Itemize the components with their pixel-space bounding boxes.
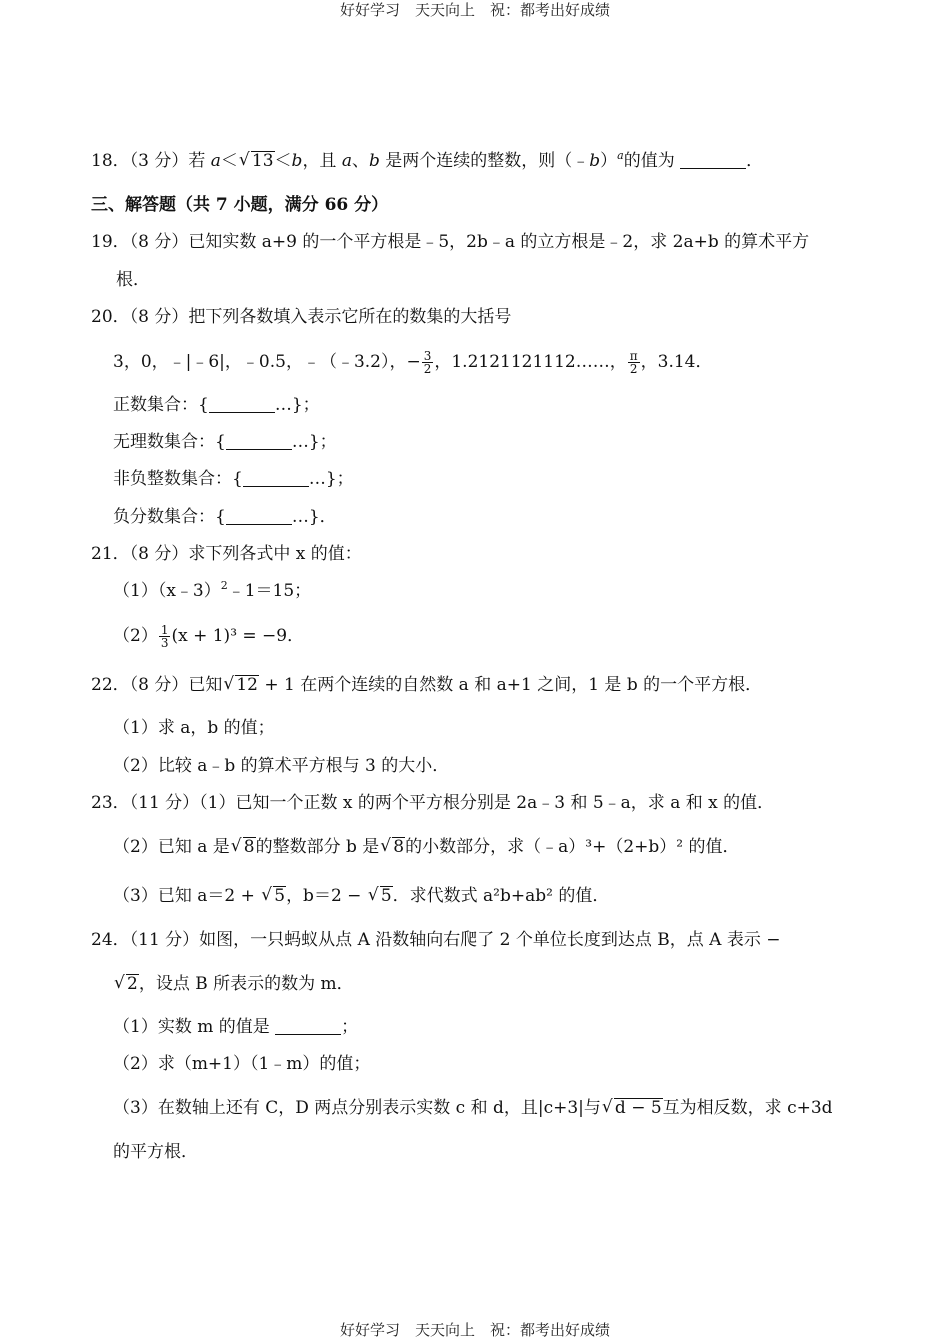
q21-p2-tail: (x + 1)³ = −9． bbox=[171, 626, 305, 646]
q23-part3 bbox=[113, 885, 609, 907]
q22-part2: （2）比较 a﹣b 的算术平方根与 3 的大小． bbox=[113, 756, 450, 776]
q23-radicand-8a: 8 bbox=[243, 837, 255, 857]
question-19-line1: 19．（8 分）已知实数 a+9 的一个平方根是﹣5，2b﹣a 的立方根是﹣2，求 2a+b 的算术平方 bbox=[91, 232, 810, 252]
q20-frac2-den: 2 bbox=[629, 362, 638, 376]
q24-p3-radicand: d − 5 bbox=[614, 1098, 662, 1118]
q23-sqrt-8b bbox=[380, 836, 405, 858]
page-footer: 好好学习 天天向上 祝：都考出好成绩 bbox=[339, 1321, 610, 1339]
q21-frac-den: 3 bbox=[160, 636, 169, 650]
q18-paren: ） bbox=[600, 151, 618, 171]
q20-set3-label: 非负整数集合：{ bbox=[113, 469, 243, 489]
q21-frac-num: 1 bbox=[160, 623, 169, 637]
q20-set4-label: 负分数集合：{ bbox=[113, 507, 226, 527]
question-24-line2 bbox=[113, 973, 354, 995]
question-22 bbox=[91, 674, 762, 696]
q18-var-b: b bbox=[291, 151, 303, 171]
q23-radicand-5b: 5 bbox=[380, 886, 392, 906]
q20-numbers-c: ，3.14． bbox=[640, 352, 713, 372]
q22-pre: 22．（8 分）已知 bbox=[91, 675, 223, 695]
q20-set2-blank[interactable] bbox=[226, 433, 292, 450]
q20-numbers-a: 3，0，﹣|﹣6|，﹣0.5，﹣（﹣3.2），− bbox=[113, 352, 421, 372]
q22-radicand: 12 bbox=[236, 675, 258, 695]
q21-fraction bbox=[159, 624, 171, 649]
q21-p2-pre: （2） bbox=[113, 626, 158, 646]
section-3-title: 三、解答题（共 7 小题，满分 66 分） bbox=[91, 195, 389, 215]
question-23-part1: 23．（11 分）（1）已知一个正数 x 的两个平方根分别是 2a﹣3 和 5﹣a，求 a 和 x 的值． bbox=[91, 793, 775, 813]
question-20-numbers bbox=[113, 350, 713, 375]
q23-p2-tail: 的小数部分，求（﹣a）³+（2+b）² 的值． bbox=[405, 837, 740, 857]
q22-tail: + 1 在两个连续的自然数 a 和 a+1 之间，1 是 b 的一个平方根． bbox=[259, 675, 763, 695]
question-18 bbox=[91, 150, 763, 174]
q24-part3 bbox=[113, 1097, 833, 1119]
q20-set4-end: …}． bbox=[291, 507, 337, 527]
q20-numbers-b: ，1.2121121112……， bbox=[434, 352, 627, 372]
q24-sqrt-d5 bbox=[602, 1097, 663, 1119]
q24-part1 bbox=[113, 1016, 358, 1038]
q20-set1-label: 正数集合：{ bbox=[113, 395, 209, 415]
q18-rest: 是两个连续的整数，则（﹣ bbox=[379, 151, 590, 171]
q18-var-b3: b bbox=[589, 151, 601, 171]
q21-p1-exp: 2 bbox=[220, 579, 228, 592]
question-24-line1: 24．（11 分）如图，一只蚂蚁从点 A 沿数轴向右爬了 2 个单位长度到达点 B，点 A 表示 − bbox=[91, 930, 781, 950]
q18-mid: ，且 bbox=[302, 151, 342, 171]
q24-radicand: 2 bbox=[127, 974, 138, 994]
q21-p1-text: （1）（x﹣3） bbox=[113, 581, 221, 601]
q18-var-a2: a bbox=[341, 151, 352, 171]
q20-set3-blank[interactable] bbox=[243, 470, 309, 487]
q21-p1-tail: ﹣1＝15； bbox=[227, 581, 312, 601]
page-header: 好好学习 天天向上 祝：都考出好成绩 bbox=[339, 1, 610, 19]
q20-set-irrational bbox=[113, 431, 337, 453]
q23-sqrt-5b bbox=[368, 885, 393, 907]
q24-part3-line2: 的平方根． bbox=[113, 1142, 198, 1162]
q24-p1-end: ； bbox=[341, 1017, 359, 1037]
q24-line2-tail: ，设点 B 所表示的数为 m． bbox=[138, 974, 354, 994]
q20-set-positive bbox=[113, 394, 320, 416]
q22-sqrt bbox=[223, 674, 259, 696]
q18-sqrt bbox=[239, 150, 275, 172]
q23-part2 bbox=[113, 836, 739, 858]
q23-p3-mid: ，b＝2 − bbox=[286, 886, 367, 906]
q18-tail: 的值为 bbox=[623, 151, 681, 171]
q20-fraction-pi-2 bbox=[628, 350, 640, 375]
q24-p1-pre: （1）实数 m 的值是 bbox=[113, 1017, 276, 1037]
question-20-title: 20．（8 分）把下列各数填入表示它所在的数集的大括号 bbox=[91, 307, 512, 327]
q18-var-b2: b bbox=[368, 151, 380, 171]
q24-part2: （2）求（m+1）（1﹣m）的值； bbox=[113, 1054, 371, 1074]
q20-set4-blank[interactable] bbox=[226, 508, 292, 525]
q18-sep: 、 bbox=[351, 151, 369, 171]
q20-set-nonneg-int bbox=[113, 468, 354, 490]
q24-answer-blank[interactable] bbox=[275, 1018, 341, 1035]
q20-set1-blank[interactable] bbox=[209, 396, 275, 413]
question-21-title: 21．（8 分）求下列各式中 x 的值： bbox=[91, 544, 362, 564]
q18-radicand: 13 bbox=[251, 151, 274, 171]
q23-radicand-8b: 8 bbox=[393, 837, 405, 857]
q22-part1: （1）求 a，b 的值； bbox=[113, 718, 275, 738]
q23-sqrt-8a bbox=[231, 836, 256, 858]
q24-sqrt-2 bbox=[114, 973, 139, 995]
q18-lt1: ＜ bbox=[220, 151, 238, 171]
q21-part1 bbox=[113, 580, 311, 604]
q21-part2 bbox=[113, 624, 304, 649]
q20-frac2-num: π bbox=[629, 349, 638, 363]
q23-p3-pre: （3）已知 a＝2 + bbox=[113, 886, 261, 906]
q23-p2-pre: （2）已知 a 是 bbox=[113, 837, 230, 857]
q24-p3-tail: 互为相反数，求 c+3d bbox=[662, 1098, 833, 1118]
q18-lt2: ＜ bbox=[274, 151, 292, 171]
q20-set-neg-frac bbox=[113, 506, 337, 528]
q20-set1-end: …}； bbox=[274, 395, 320, 415]
q24-p3-pre: （3）在数轴上还有 C，D 两点分别表示实数 c 和 d，且|c+3|与 bbox=[113, 1098, 601, 1118]
question-19-line2: 根． bbox=[116, 270, 150, 290]
q18-number: 18．（3 分）若 bbox=[91, 151, 211, 171]
q18-end: ． bbox=[746, 151, 764, 171]
q23-p3-tail: ．求代数式 a²b+ab² 的值． bbox=[392, 886, 610, 906]
q18-var-a: a bbox=[210, 151, 221, 171]
q20-set3-end: …}； bbox=[308, 469, 354, 489]
q20-frac1-num: 3 bbox=[423, 349, 432, 363]
q20-set2-label: 无理数集合：{ bbox=[113, 432, 226, 452]
q23-sqrt-5a bbox=[261, 885, 286, 907]
q20-fraction-3-2 bbox=[422, 350, 434, 375]
q23-p2-mid: 的整数部分 b 是 bbox=[255, 837, 380, 857]
q20-frac1-den: 2 bbox=[423, 362, 432, 376]
q20-set2-end: …}； bbox=[291, 432, 337, 452]
q23-radicand-5a: 5 bbox=[274, 886, 286, 906]
q18-answer-blank[interactable] bbox=[680, 152, 746, 169]
q18-exponent: a bbox=[617, 149, 624, 162]
